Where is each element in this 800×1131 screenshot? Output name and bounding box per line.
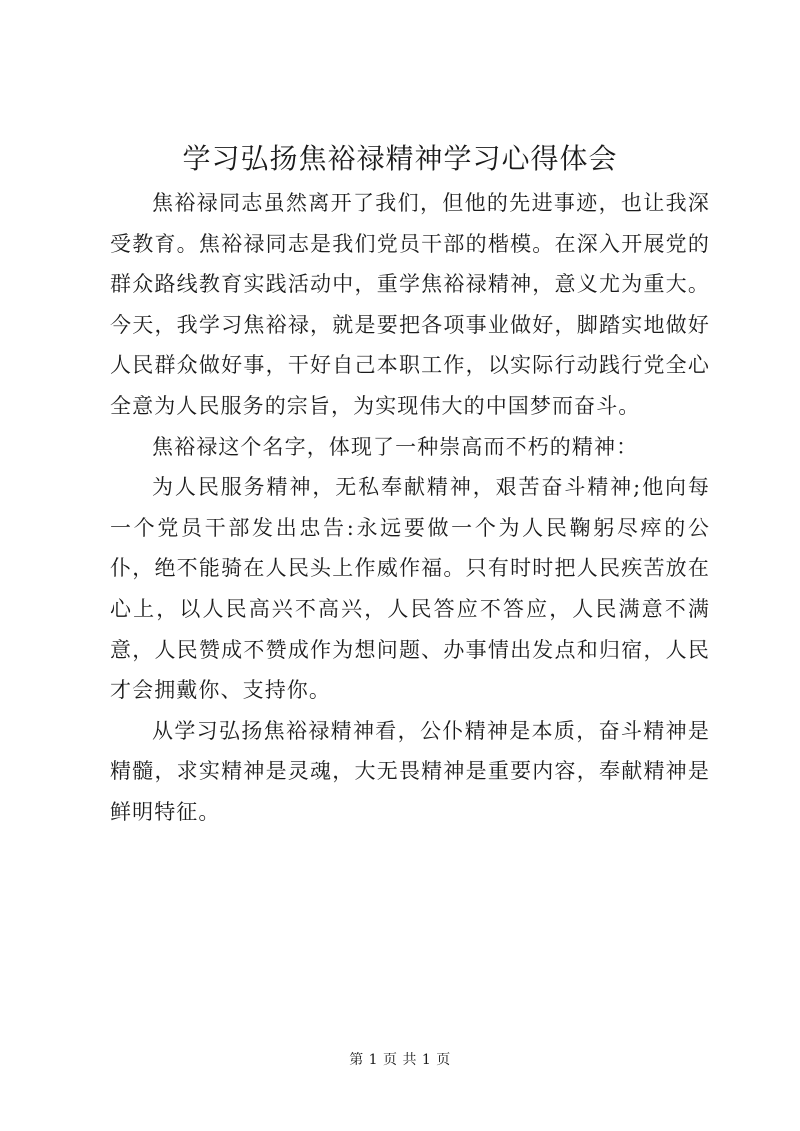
paragraph-2: 焦裕禄这个名字，体现了一种崇高而不朽的精神： [152,434,639,459]
document-body [110,183,710,833]
page-footer: 第 1 页 共 1 页 [349,1052,451,1068]
document-title: 学习弘扬焦裕禄精神学习心得体会 [182,142,618,175]
paragraph-1: 焦裕禄同志虽然离开了我们，但他的先进事迹，也让我深受教育。焦裕禄同志是我们党员干部的楷模。在深入开展党的群众路线教育实践活动中，重学焦裕禄精神，意义尤为重大。今天，我学习焦裕禄，就是要把各项事业做好，脚踏实地做好人民群众做好事，干好自己本职工作，以实际行动践行党全心全意为人民服务的宗旨，为实现伟大的中国梦而奋斗。 [110,191,710,418]
paragraph-4: 从学习弘扬焦裕禄精神看，公仆精神是本质，奋斗精神是精髓，求实精神是灵魂，大无畏精神是重要内容，奉献精神是鲜明特征。 [110,718,710,824]
paragraph-3: 为人民服务精神，无私奉献精神，艰苦奋斗精神;他向每一个党员干部发出忠告:永远要做一个为人民鞠躬尽瘁的公仆，绝不能骑在人民头上作威作福。只有时时把人民疾苦放在心上，以人民高兴不高兴，人民答应不答应，人民满意不满意，人民赞成不赞成作为想问题、办事情出发点和归宿，人民才会拥戴你、支持你。 [110,475,710,703]
